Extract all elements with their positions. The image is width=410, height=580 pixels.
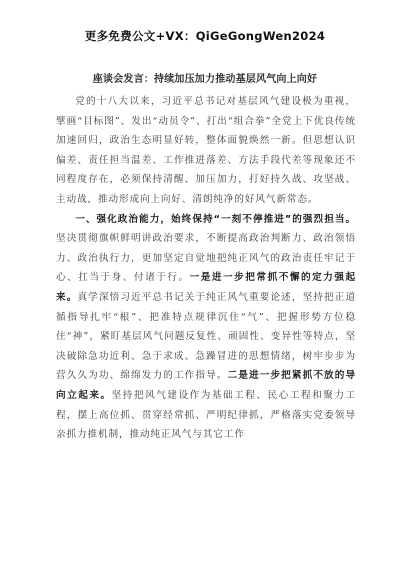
document-body xyxy=(56,92,356,445)
section-1-heading: 一、强化政治能力，始终保持“一刻不停推进”的强烈担当。 xyxy=(75,213,356,225)
section-1-text-a: 坚决贯彻旗帜鲜明讲政治要求，不断提高政治判断力、政治领悟力、政治执行力，更加坚定自觉地把纯正风气的政治责任牢记于心、扛当于身、付诸于行。 xyxy=(56,233,356,284)
document-title: 座谈会发言：持续加压加力推动基层风气向上向好 xyxy=(92,74,318,85)
intro-paragraph: 党的十八大以来，习近平总书记对基层风气建设极为重视，擘画“目标图”、发出“动员令”、打出“组合拳”全党上下优良传统加速回归，政治生态明显好转，整体面貌焕然一新。但思想认识偏差、责任担当温差、工作推进落差、方法手段代差等现象还不同程度存在，必须保持清醒、加压加力，打好持久战、攻坚战、主动战，推动形成向上向好、清朗纯净的好风气新常态。 xyxy=(56,96,356,205)
section-1-paragraph xyxy=(56,210,356,445)
page-header: 更多免费公文+VX：QiGeGongWen2024 xyxy=(84,29,326,43)
section-1-subheading-1: 一是进一步把常抓不懈的定力强起来。 xyxy=(56,272,356,303)
section-1-text-b: 真学深悟习近平总书记关于纯正风气重要论述，坚持把正道循指导扎牢“根”、把准特点规律沉住“气”、把握形势方位稳住“神”，紧盯基层风气问题反复性、顽固性、变异性等特点，坚决破除急功近利、急于求成、急躁冒进的思想情绪，树牢步步为营久久为功、绵绵发力的工作指导。 xyxy=(56,291,356,382)
section-1-text-c: 坚持把风气建设作为基础工程、民心工程和聚力工程，摆上高位抓、贯穿经常抓、严明纪律抓，严格落实党委领导亲抓力推机制，推动纯正风气与其它工作 xyxy=(56,389,356,441)
section-1-subheading-2: 二是进一步把紧抓不放的导向立起来。 xyxy=(56,370,356,401)
